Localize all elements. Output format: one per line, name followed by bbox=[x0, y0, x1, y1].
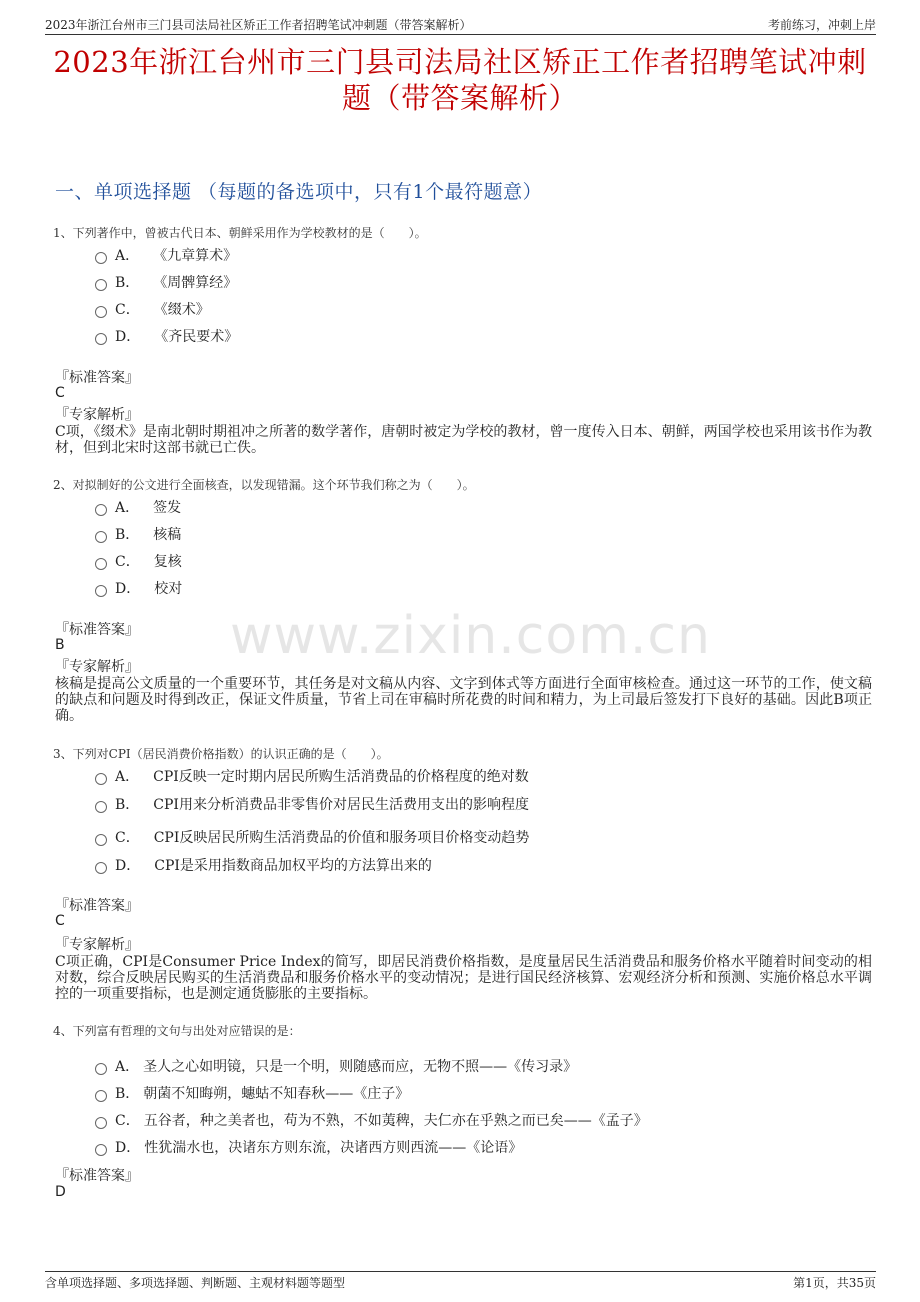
radio-icon[interactable] bbox=[95, 1090, 107, 1102]
option-letter: A． bbox=[115, 1059, 140, 1075]
answer-label: 『标准答案』 bbox=[55, 370, 139, 386]
option-text: CPI是采用指数商品加权平均的方法算出来的 bbox=[154, 858, 432, 874]
option-letter: D． bbox=[115, 329, 141, 345]
option-b[interactable] bbox=[95, 272, 237, 292]
option-letter: A． bbox=[115, 500, 140, 516]
option-c[interactable] bbox=[95, 827, 529, 847]
option-a[interactable] bbox=[95, 245, 237, 265]
option-letter: C． bbox=[115, 554, 140, 570]
option-b[interactable] bbox=[95, 794, 529, 814]
option-text: 核稿 bbox=[153, 527, 182, 543]
option-text: CPI反映居民所购生活消费品的价值和服务项目价格变动趋势 bbox=[153, 830, 530, 846]
option-letter: C． bbox=[115, 302, 140, 318]
option-a[interactable] bbox=[95, 497, 181, 517]
option-letter: B． bbox=[115, 1086, 140, 1102]
option-text: CPI用来分析消费品非零售价对居民生活费用支出的影响程度 bbox=[153, 797, 529, 813]
option-a[interactable] bbox=[95, 1056, 577, 1076]
page-footer bbox=[45, 1271, 876, 1291]
header-doc-title: 2023年浙江台州市三门县司法局社区矫正工作者招聘笔试冲刺题（带答案解析） bbox=[45, 18, 472, 32]
radio-icon[interactable] bbox=[95, 558, 107, 570]
option-d[interactable] bbox=[95, 578, 182, 598]
radio-icon[interactable] bbox=[95, 1144, 107, 1156]
answer-label: 『标准答案』 bbox=[55, 898, 139, 914]
radio-icon[interactable] bbox=[95, 279, 107, 291]
footer-question-types: 含单项选择题、多项选择题、判断题、主观材料题等题型 bbox=[45, 1276, 346, 1290]
option-text: 性犹湍水也，决诸东方则东流，决诸西方则西流——《论语》 bbox=[144, 1140, 523, 1156]
radio-icon[interactable] bbox=[95, 585, 107, 597]
question-stem: 1、下列著作中，曾被古代日本、朝鲜采用作为学校教材的是（ ）。 bbox=[53, 226, 427, 240]
title-line-1: 2023年浙江台州市三门县司法局社区矫正工作者招聘笔试冲刺 bbox=[53, 45, 867, 79]
option-c[interactable] bbox=[95, 299, 210, 319]
option-d[interactable] bbox=[95, 1137, 522, 1157]
option-text: 《周髀算经》 bbox=[153, 275, 238, 291]
page-number: 第1页，共35页 bbox=[793, 1276, 876, 1290]
page-header bbox=[45, 10, 876, 35]
radio-icon[interactable] bbox=[95, 252, 107, 264]
analysis-text: 核稿是提高公文质量的一个重要环节，其任务是对文稿从内容、文字到体式等方面进行全面审核检查。通过这一环节的工作，使文稿的缺点和问题及时得到改正，保证文件质量，节省上司在审稿时所花费的时间和精力，为上司最后签发打下良好的基础。因此B项正确。 bbox=[55, 676, 872, 724]
option-b[interactable] bbox=[95, 1083, 409, 1103]
radio-icon[interactable] bbox=[95, 1117, 107, 1129]
answer-label: 『标准答案』 bbox=[55, 1168, 139, 1184]
option-letter: B． bbox=[115, 797, 140, 813]
option-letter: A． bbox=[115, 769, 140, 785]
question-stem: 4、下列富有哲理的文句与出处对应错误的是： bbox=[53, 1024, 301, 1038]
question-stem: 3、下列对CPI（居民消费价格指数）的认识正确的是（ ）。 bbox=[53, 747, 389, 761]
answer-value: D bbox=[55, 1184, 66, 1200]
option-letter: D． bbox=[115, 858, 141, 874]
option-letter: C． bbox=[115, 830, 140, 846]
option-text: 签发 bbox=[153, 500, 182, 516]
radio-icon[interactable] bbox=[95, 801, 107, 813]
option-c[interactable] bbox=[95, 551, 182, 571]
answer-value: C bbox=[55, 913, 65, 929]
option-letter: B． bbox=[115, 275, 140, 291]
option-text: 朝菌不知晦朔，蟪蛄不知春秋——《庄子》 bbox=[143, 1086, 410, 1102]
document-title bbox=[40, 44, 880, 116]
radio-icon[interactable] bbox=[95, 862, 107, 874]
option-text: 《缀术》 bbox=[153, 302, 210, 318]
watermark: www.zixin.com.cn bbox=[230, 606, 711, 666]
option-b[interactable] bbox=[95, 524, 181, 544]
option-text: 圣人之心如明镜，只是一个明，则随感而应，无物不照——《传习录》 bbox=[143, 1059, 578, 1075]
radio-icon[interactable] bbox=[95, 306, 107, 318]
question-stem: 2、对拟制好的公文进行全面核查，以发现错漏。这个环节我们称之为（ ）。 bbox=[53, 478, 475, 492]
radio-icon[interactable] bbox=[95, 773, 107, 785]
analysis-label: 『专家解析』 bbox=[55, 407, 139, 423]
option-text: 《九章算术》 bbox=[153, 248, 238, 264]
radio-icon[interactable] bbox=[95, 834, 107, 846]
option-text: 复核 bbox=[153, 554, 182, 570]
analysis-label: 『专家解析』 bbox=[55, 659, 139, 675]
option-text: 《齐民要术》 bbox=[154, 329, 239, 345]
answer-value: C bbox=[55, 385, 65, 401]
radio-icon[interactable] bbox=[95, 1063, 107, 1075]
answer-value: B bbox=[55, 637, 65, 653]
option-a[interactable] bbox=[95, 766, 529, 786]
radio-icon[interactable] bbox=[95, 333, 107, 345]
analysis-text: C项正确，CPI是Consumer Price Index的简写，即居民消费价格指数，是度量居民生活消费品和服务价格水平随着时间变动的相对数，综合反映居民购买的生活消费品和服务价格水平的变动情况；是进行国民经济核算、宏观经济分析和预测、实施价格总水平调控的一项重要指标，也是测定通货膨胀的主要指标。 bbox=[55, 954, 872, 1002]
option-letter: A． bbox=[115, 248, 140, 264]
radio-icon[interactable] bbox=[95, 504, 107, 516]
option-letter: C． bbox=[115, 1113, 140, 1129]
header-slogan: 考前练习，冲刺上岸 bbox=[767, 18, 876, 32]
section-heading: 一、单项选择题 （每题的备选项中，只有1个最符题意） bbox=[55, 181, 543, 203]
option-d[interactable] bbox=[95, 855, 432, 875]
analysis-text: C项，《缀术》是南北朝时期祖冲之所著的数学著作，唐朝时被定为学校的教材，曾一度传入日本、朝鲜，两国学校也采用该书作为教材，但到北宋时这部书就已亡佚。 bbox=[55, 424, 872, 456]
option-text: CPI反映一定时期内居民所购生活消费品的价格程度的绝对数 bbox=[153, 769, 529, 785]
analysis-label: 『专家解析』 bbox=[55, 937, 139, 953]
option-letter: D． bbox=[115, 1140, 141, 1156]
option-text: 校对 bbox=[154, 581, 183, 597]
option-text: 五谷者，种之美者也，苟为不熟，不如荑稗，夫仁亦在乎熟之而已矣——《孟子》 bbox=[143, 1113, 648, 1129]
answer-label: 『标准答案』 bbox=[55, 622, 139, 638]
radio-icon[interactable] bbox=[95, 531, 107, 543]
option-d[interactable] bbox=[95, 326, 238, 346]
option-letter: D． bbox=[115, 581, 141, 597]
option-letter: B． bbox=[115, 527, 140, 543]
title-line-2: 题（带答案解析） bbox=[341, 81, 578, 115]
option-c[interactable] bbox=[95, 1110, 648, 1130]
